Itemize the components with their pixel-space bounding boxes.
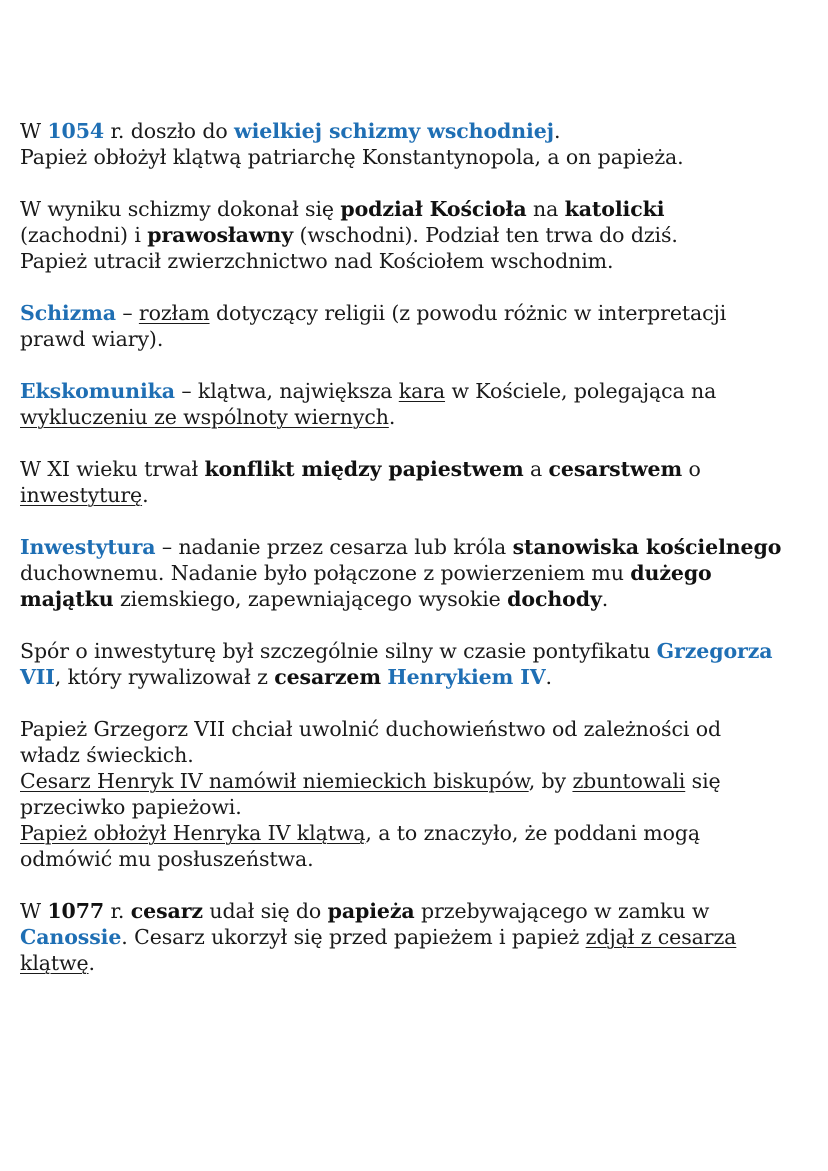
term-schizma: Schizma (20, 301, 116, 325)
term-henryk: Henrykiem IV (387, 665, 546, 689)
text: a (523, 457, 549, 481)
text-line (20, 196, 815, 222)
text-line (20, 664, 815, 690)
term-great-schism: wielkiej schizmy wschodniej (234, 119, 555, 143)
text-line: Papież utracił zwierzchnictwo nad Kościołem wschodnim. (20, 249, 614, 273)
bold-term: cesarstwem (548, 457, 683, 481)
text-line (20, 820, 815, 846)
text: , a to znaczyło, że poddani mogą (365, 821, 700, 845)
paragraph-church-division (20, 196, 815, 274)
text: . (554, 119, 561, 143)
text-line: władz świeckich. (20, 743, 194, 767)
paragraph-canossa (20, 898, 815, 976)
paragraph-investiture-conflict (20, 456, 815, 508)
text: na (526, 197, 565, 221)
term-grzegorz: VII (20, 665, 55, 689)
bold-term: podział Kościoła (340, 197, 527, 221)
text-line (20, 222, 815, 248)
document-page (20, 118, 815, 1002)
text-line (20, 300, 815, 326)
text: udał się do (202, 899, 328, 923)
text: . Cesarz ukorzył się przed papieżem i papież (121, 925, 586, 949)
text-line (20, 924, 815, 950)
bold-term: dochody (507, 587, 602, 611)
definition-inwestytura (20, 534, 815, 612)
text: o (682, 457, 701, 481)
text: W (20, 119, 48, 143)
term-ekskomunika: Ekskomunika (20, 379, 175, 403)
text: się (685, 769, 721, 793)
text-line (20, 638, 815, 664)
underlined-text: zbuntowali (572, 769, 686, 793)
text-line (20, 560, 815, 586)
bold-term: konflikt między papiestwem (204, 457, 524, 481)
term-inwestytura: Inwestytura (20, 535, 156, 559)
text-line: przeciwko papieżowi. (20, 795, 242, 819)
text-line (20, 404, 815, 430)
underlined-text: rozłam (138, 301, 210, 325)
bold-term: cesarz (130, 899, 203, 923)
text: , który rywalizował z (54, 665, 275, 689)
bold-term: dużego (630, 561, 712, 585)
text-line (20, 482, 815, 508)
text-line (20, 534, 815, 560)
underlined-text: wykluczeniu ze wspólnoty wiernych (20, 405, 389, 429)
paragraph-schism (20, 118, 815, 170)
text-line (20, 378, 815, 404)
text-line: odmówić mu posłuszeństwa. (20, 847, 314, 871)
text-line (20, 118, 815, 144)
paragraph-dispute-events (20, 716, 815, 872)
text: , by (528, 769, 573, 793)
term-grzegorz: Grzegorza (656, 639, 773, 663)
year-1077: 1077 (47, 899, 105, 923)
text: – nadanie przez cesarza lub króla (155, 535, 513, 559)
underlined-text: klątwę (20, 951, 89, 975)
text: Spór o inwestyturę był szczególnie silny w czasie pontyfikatu (20, 639, 657, 663)
text: . (88, 951, 95, 975)
text: ziemskiego, zapewniającego wysokie (113, 587, 508, 611)
year-1054: 1054 (47, 119, 105, 143)
underlined-text: Papież obłożył Henryka IV klątwą (20, 821, 366, 845)
text-line: Papież obłożył klątwą patriarchę Konstantynopola, a on papieża. (20, 145, 684, 169)
bold-term: katolicki (564, 197, 665, 221)
paragraph-gregory-henry (20, 638, 815, 690)
text: . (142, 483, 149, 507)
text: dotyczący religii (z powodu różnic w interpretacji (209, 301, 727, 325)
text: . (388, 405, 396, 429)
text: . (545, 665, 552, 689)
definition-ekskomunika (20, 378, 815, 430)
text-line: prawd wiary). (20, 327, 164, 351)
text: W wyniku schizmy dokonał się (20, 197, 341, 221)
text: W (20, 899, 48, 923)
underlined-text: inwestyturę (20, 483, 143, 507)
text-line (20, 898, 815, 924)
text: przebywającego w zamku w (414, 899, 710, 923)
text: – klątwa, największa (174, 379, 399, 403)
bold-term: prawosławny (147, 223, 294, 247)
bold-term: stanowiska kościelnego (512, 535, 782, 559)
text: W XI wieku trwał (20, 457, 205, 481)
text-line: Papież Grzegorz VII chciał uwolnić duchowieństwo od zależności od (20, 717, 721, 741)
text: r. (104, 899, 131, 923)
definition-schizma (20, 300, 815, 352)
text: duchownemu. Nadanie było połączone z powierzeniem mu (20, 561, 631, 585)
underlined-text: kara (398, 379, 446, 403)
text-line (20, 586, 815, 612)
text-line (20, 950, 815, 976)
term-canossa: Canossie (20, 925, 122, 949)
bold-term: papieża (327, 899, 415, 923)
text: – (115, 301, 139, 325)
text: (zachodni) i (20, 223, 148, 247)
text: (wschodni). Podział ten trwa do dziś. (293, 223, 678, 247)
text: r. doszło do (104, 119, 235, 143)
bold-term: majątku (20, 587, 114, 611)
text: w Kościele, polegająca na (445, 379, 717, 403)
text-line (20, 456, 815, 482)
text-line (20, 768, 815, 794)
bold-term: cesarzem (274, 665, 381, 689)
text: . (601, 587, 609, 611)
underlined-text: zdjął z cesarza (585, 925, 737, 949)
underlined-text: Cesarz Henryk IV namówił niemieckich biskupów (20, 769, 529, 793)
